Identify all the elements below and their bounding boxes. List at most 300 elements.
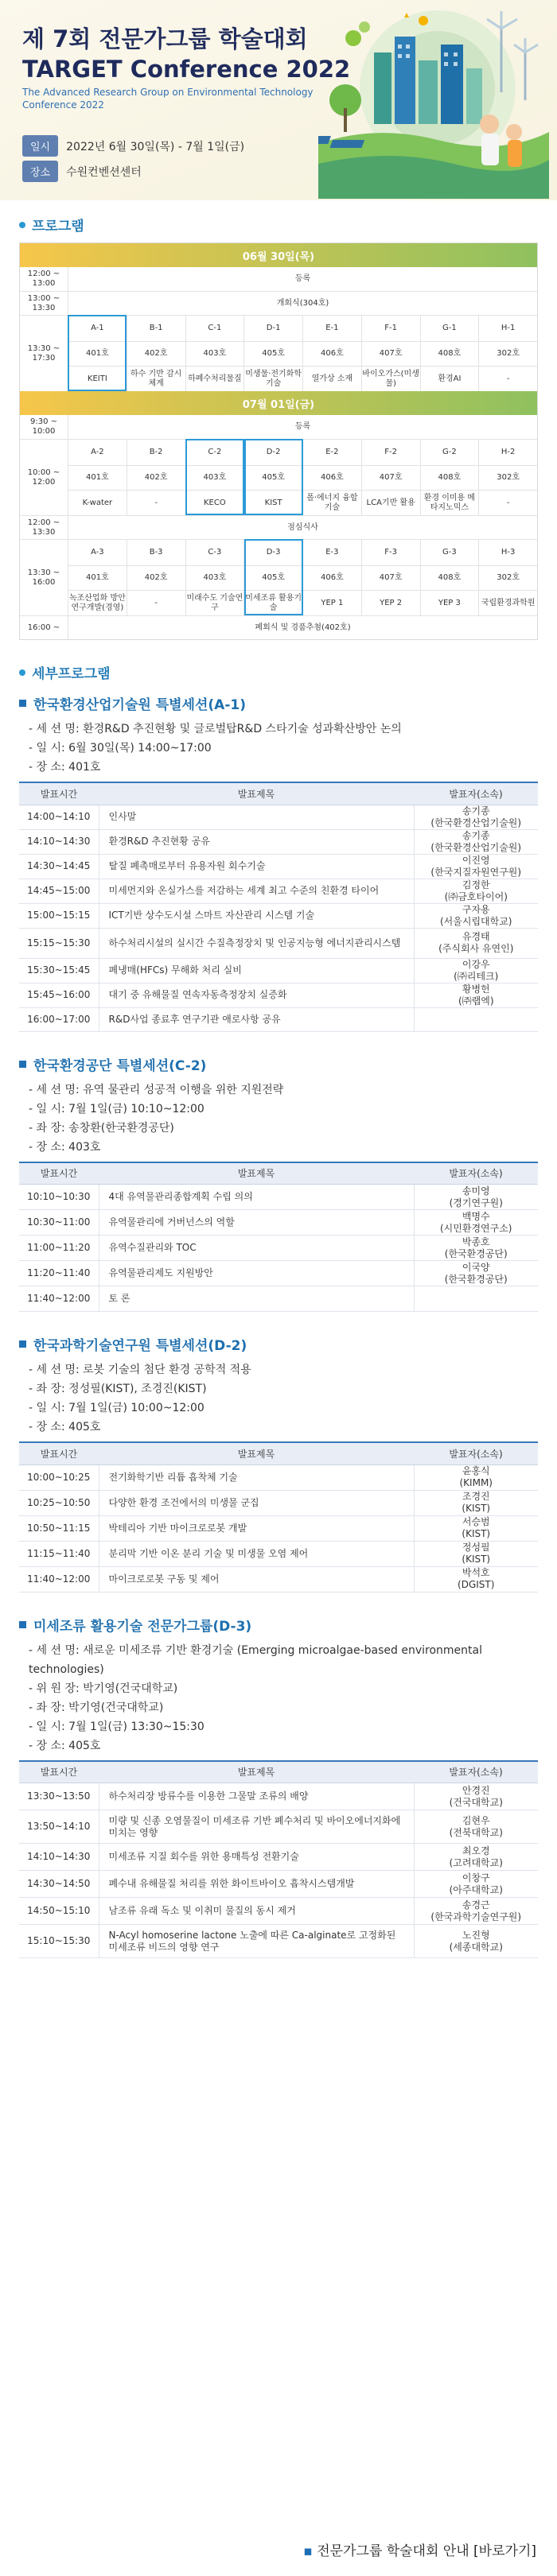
table-row (19, 1465, 538, 1490)
room-cell: 408호 (420, 466, 479, 491)
speaker-org: (전북대학교) (449, 1826, 503, 1838)
room-cell: 407호 (361, 342, 420, 367)
meta-line: - 일 시: 6월 30일(목) 14:00~17:00 (29, 742, 212, 755)
speaker-name: 백명수 (462, 1210, 490, 1222)
detail-heading: 세부프로그램 (0, 662, 557, 682)
table-row (19, 1236, 538, 1261)
speaker-org: (경기연구원) (449, 1197, 503, 1208)
column-header: 발표자(소속) (414, 1442, 538, 1465)
speaker-org: (한국환경공단) (444, 1247, 508, 1259)
title-line-korean: 제 7회 전문가그룹 학술대회 (22, 25, 308, 52)
speaker-cell (414, 1261, 538, 1286)
speaker-org: (한국환경공단) (444, 1273, 508, 1285)
speaker-name: 이진영 (462, 854, 490, 866)
session-code-row (68, 316, 537, 341)
program-heading: 프로그램 (0, 215, 557, 235)
date-value: 2022년 6월 30일(목) - 7월 1일(금) (66, 140, 245, 153)
session-name: 미래수도 기술연구 (185, 591, 244, 615)
speaker-org: (KIST) (462, 1554, 491, 1565)
speaker-cell (414, 958, 538, 983)
speaker-name: 송미영 (462, 1185, 490, 1197)
speaker-cell (414, 805, 538, 829)
topic-cell: 유역물관리제도 지원방안 (99, 1261, 414, 1286)
session-name: - (127, 491, 185, 515)
session-code: A-1 (91, 323, 104, 332)
span-cell: 등록 (68, 267, 537, 291)
speaker-name: 노진형 (462, 1929, 490, 1941)
session-name: K-water (82, 498, 113, 507)
footer-link[interactable] (303, 2539, 536, 2559)
session-code-row (68, 540, 537, 565)
hero-banner (0, 0, 557, 200)
place-tag: 장소 (22, 161, 58, 182)
square-bullet-icon (19, 1061, 26, 1068)
title-line-english: TARGET Conference 2022 (22, 56, 351, 83)
square-bullet-icon: ▪ (303, 2543, 313, 2559)
speaker-org: (세종대학교) (449, 1941, 503, 1953)
session-name: 폴·에너지 융합기술 (302, 491, 361, 515)
room-cell: 405호 (243, 342, 302, 367)
speaker-cell (414, 1185, 538, 1210)
speaker-cell (414, 1286, 538, 1312)
time-cell: 14:00~14:10 (19, 805, 99, 829)
time-cell: 15:45~16:00 (19, 983, 99, 1007)
session-table (19, 1760, 538, 1959)
bullet-dot-icon (19, 669, 25, 676)
speaker-org: (㈜리테크) (454, 970, 499, 982)
speaker-name: 이국양 (462, 1261, 490, 1273)
topic-cell: 다양한 환경 조건에서의 미생물 군집 (99, 1490, 414, 1515)
table-row (19, 854, 538, 879)
session-code: D-3 (243, 540, 302, 565)
topic-cell: 유역수질관리와 TOC (99, 1236, 414, 1261)
time-cell: 14:30~14:45 (19, 854, 99, 879)
speaker-cell (414, 1007, 538, 1031)
meta-line: - 세 션 명: 로봇 기술의 첨단 환경 공학적 적용 (29, 1364, 251, 1376)
speaker-name: 송경근 (462, 1899, 490, 1911)
session-name-row (68, 366, 537, 391)
speaker-cell (414, 983, 538, 1007)
meta-line: - 좌 장: 박기영(건국대학교) (29, 1701, 164, 1714)
session-list (0, 693, 557, 1958)
meta-line: - 일 시: 7월 1일(금) 10:10~12:00 (29, 1102, 204, 1115)
topic-cell: 폐수내 유해물질 처리를 위한 화이트바이오 흡착시스템개발 (99, 1871, 414, 1898)
speaker-name: 구자용 (462, 903, 490, 915)
room-cell: 403호 (185, 466, 244, 491)
meta-line: - 장 소: 405호 (29, 1739, 101, 1752)
topic-cell: 전기화학기반 리튬 흡착체 기술 (99, 1465, 414, 1490)
time-cell: 11:15~11:40 (19, 1541, 99, 1566)
speaker-name: 박종호 (462, 1236, 490, 1247)
room-cell: 406호 (302, 342, 361, 367)
time-cell: 10:25~10:50 (19, 1490, 99, 1515)
session-meta (0, 1641, 557, 1755)
speaker-name: 이강우 (462, 958, 490, 970)
session-table (19, 1162, 538, 1313)
session-code: C-2 (185, 440, 244, 465)
session-code: D-2 (243, 440, 302, 465)
speaker-name: 유경태 (462, 931, 490, 942)
span-cell: 폐회식 및 경품추첨(402호) (68, 616, 537, 639)
column-header: 발표시간 (19, 1162, 99, 1185)
session-code: D-1 (243, 316, 302, 341)
table-header-row (19, 782, 538, 805)
time-cell: 10:00 ~ 12:00 (27, 467, 60, 487)
speaker-name: 서승범 (462, 1516, 490, 1527)
speaker-cell (414, 1465, 538, 1490)
speaker-org: (서울시립대학교) (439, 915, 512, 927)
room-cell: 408호 (420, 566, 479, 591)
time-cell: 14:10~14:30 (19, 1844, 99, 1871)
time-cell: 13:30 ~ 17:30 (27, 343, 60, 363)
speaker-org: (시민환경연구소) (439, 1222, 512, 1234)
topic-cell: 마이크로로봇 구동 및 제어 (99, 1566, 414, 1592)
table-row (19, 1871, 538, 1898)
meta-line: - 위 원 장: 박기영(건국대학교) (29, 1682, 178, 1695)
session-code: A-3 (91, 547, 104, 557)
table-row (19, 1261, 538, 1286)
speaker-name: 김정한 (462, 879, 490, 890)
session-matrix (68, 440, 537, 515)
speaker-cell (414, 829, 538, 854)
speaker-cell (414, 1566, 538, 1592)
session-name: 환경 이미용 메타지노믹스 (420, 491, 479, 515)
session-block (0, 1054, 557, 1313)
column-header: 발표자(소속) (414, 1162, 538, 1185)
session-code: G-3 (420, 540, 479, 565)
topic-cell: 폐냉매(HFCs) 무해화 처리 실비 (99, 958, 414, 983)
room-cell: 405호 (243, 566, 302, 591)
meta-line: - 좌 장: 송창환(한국환경공단) (29, 1121, 174, 1135)
grid-row (20, 267, 537, 291)
session-code: F-1 (361, 316, 420, 341)
speaker-cell (414, 879, 538, 903)
room-cell: 405호 (243, 466, 302, 491)
meta-line: - 세 션 명: 새로운 미세조류 기반 환경기술 (Emerging microalgae-based environmental technologies) (29, 1643, 482, 1676)
speaker-name: 조경진 (462, 1491, 490, 1502)
session-name: 바이오가스(미생물) (361, 367, 420, 391)
speaker-cell (414, 1541, 538, 1566)
topic-cell: N-Acyl homoserine lactone 노출에 따른 Ca-alginate로 고정화된 미세조류 비드의 영향 연구 (99, 1925, 414, 1958)
room-cell: 401호 (86, 348, 109, 358)
speaker-name: 김현우 (462, 1814, 490, 1826)
session-code: G-1 (420, 316, 479, 341)
topic-cell: 인사말 (99, 805, 414, 829)
session-meta (0, 720, 557, 777)
time-cell: 13:30~13:50 (19, 1783, 99, 1810)
speaker-cell (414, 1783, 538, 1810)
session-name: LCA기반 활용 (361, 491, 420, 515)
time-cell: 10:00~10:25 (19, 1465, 99, 1490)
time-cell: 16:00~17:00 (19, 1007, 99, 1031)
time-cell: 10:30~11:00 (19, 1210, 99, 1236)
time-cell: 15:15~15:30 (19, 928, 99, 958)
session-matrix (68, 540, 537, 615)
column-header: 발표제목 (99, 782, 414, 805)
session-code: E-3 (302, 540, 361, 565)
session-room-row (68, 565, 537, 591)
session-code: G-2 (420, 440, 479, 465)
speaker-org: (한국환경산업기술원) (430, 841, 522, 853)
meta-line: - 세 션 명: 유역 물관리 성공적 이행을 위한 지원전략 (29, 1083, 284, 1096)
time-cell: 15:00~15:15 (19, 903, 99, 928)
topic-cell: 미세먼지와 온실가스를 저감하는 세계 최고 수준의 친환경 타이어 (99, 879, 414, 903)
session-name: 환경AI (420, 367, 479, 391)
session-code: F-3 (361, 540, 420, 565)
session-table (19, 1441, 538, 1593)
grid-block-day1 (20, 315, 537, 391)
session-code: A-2 (91, 447, 104, 456)
room-cell: 403호 (185, 342, 244, 367)
topic-cell: 분리막 기반 이온 분리 기술 및 미생물 오염 제어 (99, 1541, 414, 1566)
conference-title (22, 24, 350, 84)
room-cell: 302호 (478, 566, 537, 591)
table-row (19, 928, 538, 958)
topic-cell: 남조류 유래 독소 및 이취미 물질의 동시 제거 (99, 1898, 414, 1925)
grid-block-day2-morning (20, 439, 537, 515)
table-row (19, 1925, 538, 1958)
time-cell: 10:50~11:15 (19, 1515, 99, 1541)
session-title: 미세조류 활용기술 전문가그룹(D-3) (0, 1615, 557, 1635)
session-matrix (68, 316, 537, 391)
speaker-org: (건국대학교) (449, 1796, 503, 1808)
time-cell: 14:30~14:50 (19, 1871, 99, 1898)
time-cell: 10:10~10:30 (19, 1185, 99, 1210)
time-cell: 12:00 ~ 13:30 (27, 518, 60, 537)
speaker-org: (KIST) (462, 1528, 491, 1539)
meta-line: - 세 션 명: 환경R&D 추진현황 및 글로벌탑R&D 스타기술 성과확산방안 논의 (29, 723, 402, 735)
session-name: 하수 기반 감시체계 (127, 367, 185, 391)
time-cell: 13:00 ~ 13:30 (27, 293, 60, 312)
session-block (0, 693, 557, 1032)
conference-subtitle: The Advanced Research Group on Environmental Technology Conference 2022 (22, 87, 314, 111)
topic-cell: 미세조류 지질 회수를 위한 용매특성 전환기술 (99, 1844, 414, 1871)
speaker-cell (414, 854, 538, 879)
column-header: 발표시간 (19, 1442, 99, 1465)
session-name: KECO (185, 491, 244, 515)
time-cell: 15:30~15:45 (19, 958, 99, 983)
topic-cell: 박테리아 기반 마이크로로봇 개발 (99, 1515, 414, 1541)
speaker-org: (㈜금호타이어) (444, 890, 508, 902)
session-code-row (68, 440, 537, 465)
topic-cell: 환경R&D 추진현황 공유 (99, 829, 414, 854)
speaker-org: (KIMM) (459, 1477, 493, 1488)
topic-cell: 탈질 폐촉매로부터 유용자원 회수기술 (99, 854, 414, 879)
column-header: 발표제목 (99, 1162, 414, 1185)
table-row (19, 1810, 538, 1844)
table-row (19, 1286, 538, 1312)
speaker-org: (㈜랩엑) (458, 995, 494, 1007)
meta-line: - 장 소: 401호 (29, 761, 101, 774)
table-row (19, 1515, 538, 1541)
grid-row (20, 515, 537, 539)
place-value: 수원컨벤션센터 (66, 165, 142, 179)
time-cell: 14:50~15:10 (19, 1898, 99, 1925)
session-name: - (478, 491, 537, 515)
grid-row (20, 415, 537, 439)
table-row (19, 1007, 538, 1031)
session-room-row (68, 341, 537, 367)
speaker-name: 황병헌 (462, 983, 490, 995)
meta-line: - 일 시: 7월 1일(금) 13:30~15:30 (29, 1720, 204, 1733)
topic-cell: 하수처리시설의 실시간 수질측정장치 및 인공지능형 에너지관리시스템 (99, 928, 414, 958)
date-row (22, 135, 244, 157)
shortcut-link[interactable]: [바로가기] (473, 2543, 536, 2559)
room-cell: 407호 (361, 466, 420, 491)
session-block (0, 1615, 557, 1959)
column-header: 발표제목 (99, 1761, 414, 1783)
session-name: 열가상 소재 (302, 367, 361, 391)
meta-line: - 일 시: 7월 1일(금) 10:00~12:00 (29, 1402, 204, 1414)
speaker-org: (한국과학기술연구원) (430, 1911, 522, 1922)
speaker-cell (414, 1210, 538, 1236)
table-row (19, 879, 538, 903)
speaker-cell (414, 903, 538, 928)
room-cell: 401호 (86, 572, 109, 582)
session-table (19, 782, 538, 1032)
session-code: H-3 (478, 540, 537, 565)
time-cell: 13:30 ~ 16:00 (27, 568, 60, 587)
session-name: YEP 1 (302, 591, 361, 615)
span-cell: 점심식사 (68, 516, 537, 539)
time-cell: 11:20~11:40 (19, 1261, 99, 1286)
grid-row (20, 291, 537, 315)
footer-text: 전문가그룹 학술대회 안내 (317, 2543, 469, 2559)
room-cell: 406호 (302, 566, 361, 591)
topic-cell: 4대 유역물관리종합계획 수립 의의 (99, 1185, 414, 1210)
speaker-org: (한국지질자원연구원) (430, 866, 522, 878)
speaker-cell (414, 1236, 538, 1261)
session-code: E-1 (302, 316, 361, 341)
time-cell: 12:00 ~ 13:00 (27, 270, 60, 288)
speaker-org: (한국환경산업기술원) (430, 817, 522, 828)
program-grid (19, 242, 538, 640)
session-title: 한국환경산업기술원 특별세션(A-1) (0, 693, 557, 713)
meta-line: - 장 소: 405호 (29, 1421, 101, 1433)
speaker-cell (414, 1490, 538, 1515)
topic-cell: 미량 및 신종 오염물질이 미세조류 기반 폐수처리 및 바이오에너지화에 미치는 영향 (99, 1810, 414, 1844)
topic-cell: R&D사업 종료후 연구기관 애로사항 공유 (99, 1007, 414, 1031)
table-row (19, 958, 538, 983)
session-code: H-1 (478, 316, 537, 341)
session-name-row (68, 590, 537, 615)
date-tag: 일시 (22, 135, 58, 157)
table-row (19, 1783, 538, 1810)
speaker-name: 최오경 (462, 1845, 490, 1856)
table-header-row (19, 1442, 538, 1465)
table-row (19, 1541, 538, 1566)
session-name: - (478, 367, 537, 391)
table-header-row (19, 1162, 538, 1185)
session-name: 녹조산업화 방안 연구개발(경영) (68, 593, 126, 612)
speaker-org: (DGIST) (458, 1579, 495, 1590)
room-cell: 408호 (420, 342, 479, 367)
table-row (19, 1566, 538, 1592)
speaker-cell (414, 1515, 538, 1541)
table-row (19, 1898, 538, 1925)
session-title: 한국환경공단 특별세션(C-2) (0, 1054, 557, 1074)
session-code: B-3 (127, 540, 185, 565)
session-block (0, 1334, 557, 1593)
topic-cell: 토 론 (99, 1286, 414, 1312)
time-cell: 16:00 ~ (27, 623, 60, 632)
speaker-name: 송기종 (462, 829, 490, 841)
column-header: 발표시간 (19, 1761, 99, 1783)
place-row (22, 161, 142, 182)
session-code: H-2 (478, 440, 537, 465)
session-name: - (127, 591, 185, 615)
column-header: 발표시간 (19, 782, 99, 805)
session-name: 미생물·전기화학기술 (243, 367, 302, 391)
session-name: KEITI (87, 374, 107, 383)
time-cell: 14:10~14:30 (19, 829, 99, 854)
session-code: B-1 (127, 316, 185, 341)
session-code: C-3 (185, 540, 244, 565)
session-code: F-2 (361, 440, 420, 465)
time-cell: 15:10~15:30 (19, 1925, 99, 1958)
room-cell: 302호 (478, 466, 537, 491)
room-cell: 403호 (185, 566, 244, 591)
session-name: YEP 2 (361, 591, 420, 615)
column-header: 발표제목 (99, 1442, 414, 1465)
day2-header: 07월 01일(금) (20, 391, 537, 415)
session-name-row (68, 490, 537, 515)
column-header: 발표자(소속) (414, 782, 538, 805)
topic-cell: 하수처리장 방류수를 이용한 그물말 조류의 배양 (99, 1783, 414, 1810)
table-row (19, 1210, 538, 1236)
table-row (19, 1185, 538, 1210)
session-meta (0, 1080, 557, 1157)
session-meta (0, 1360, 557, 1437)
speaker-name: 안경진 (462, 1784, 490, 1796)
session-code: E-2 (302, 440, 361, 465)
time-cell: 11:40~12:00 (19, 1566, 99, 1592)
speaker-name: 윤홍식 (462, 1465, 490, 1476)
speaker-name: 정성필 (462, 1542, 490, 1553)
session-name: 국립환경과학원 (478, 591, 537, 615)
table-row (19, 1490, 538, 1515)
meta-line: - 장 소: 403호 (29, 1140, 101, 1154)
session-name: YEP 3 (420, 591, 479, 615)
session-name: 하폐수처리물질 (185, 367, 244, 391)
table-header-row (19, 1761, 538, 1783)
time-cell: 11:00~11:20 (19, 1236, 99, 1261)
span-cell: 개회식(304호) (68, 292, 537, 315)
time-cell: 9:30 ~ 10:00 (29, 417, 57, 436)
speaker-cell (414, 1810, 538, 1844)
speaker-org: (주식회사 유연인) (438, 943, 514, 954)
session-code: B-2 (127, 440, 185, 465)
speaker-org: (아주대학교) (449, 1884, 503, 1895)
session-name: 미세조류 활용기술 (243, 591, 302, 615)
room-cell: 402호 (127, 566, 185, 591)
square-bullet-icon (19, 1340, 26, 1348)
time-cell: 13:50~14:10 (19, 1810, 99, 1844)
speaker-cell (414, 1925, 538, 1958)
speaker-cell (414, 1871, 538, 1898)
speaker-name: 박석호 (462, 1567, 490, 1578)
table-row (19, 1844, 538, 1871)
session-name: KIST (243, 491, 302, 515)
topic-cell: ICT기반 상수도시설 스마트 자산관리 시스템 기술 (99, 903, 414, 928)
room-cell: 406호 (302, 466, 361, 491)
table-row (19, 805, 538, 829)
topic-cell: 대기 중 유해물질 연속자동측정장치 실증화 (99, 983, 414, 1007)
speaker-cell (414, 928, 538, 958)
room-cell: 402호 (127, 466, 185, 491)
grid-block-day2-afternoon (20, 539, 537, 615)
column-header: 발표자(소속) (414, 1761, 538, 1783)
